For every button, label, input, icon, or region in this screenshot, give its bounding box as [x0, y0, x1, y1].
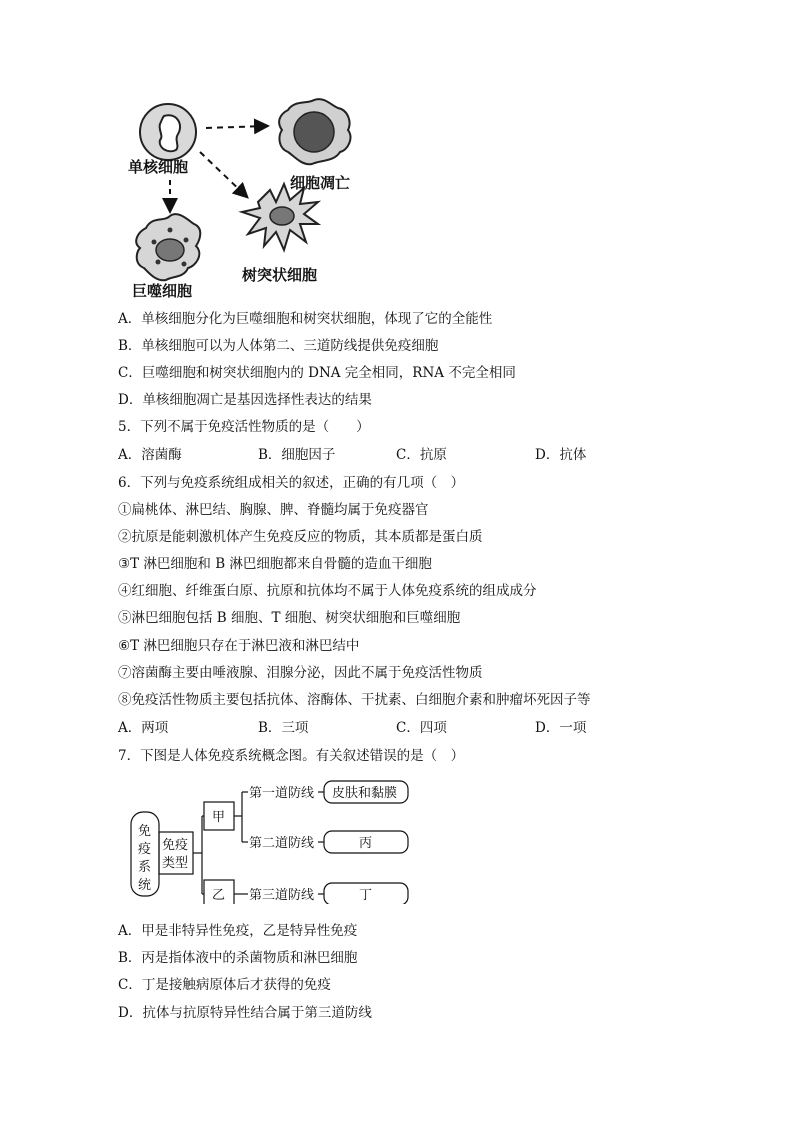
root-char-1: 免 — [138, 824, 152, 839]
q6-statement-7: ⑦溶菌酶主要由唾液腺、泪腺分泌，因此不属于免疫活性物质 — [118, 665, 483, 681]
label-apoptosis: 细胞凋亡 — [290, 174, 351, 192]
type-line-2: 类型 — [162, 856, 189, 871]
q6-statement-3: ③T 淋巴细胞和 B 淋巴细胞都来自骨髓的造血干细胞 — [118, 556, 432, 572]
q5-stem: 5．下列不属于免疫活性物质的是（ ） — [118, 419, 370, 435]
q6-stem: 6．下列与免疫系统组成相关的叙述，正确的有几项（ ） — [118, 475, 465, 491]
root-char-4: 统 — [138, 878, 152, 893]
jia-label: 甲 — [212, 810, 226, 825]
cell-differentiation-figure — [118, 92, 378, 304]
q7-option-d: D．抗体与抗原特异性结合属于第三道防线 — [118, 1005, 372, 1021]
label-dendritic: 树突状细胞 — [242, 266, 318, 284]
q5-option-d: D．抗体 — [535, 447, 587, 463]
dendritic-cell — [242, 184, 318, 250]
q5-option-b: B．细胞因子 — [258, 447, 336, 463]
q6-option-a: A．两项 — [118, 720, 169, 736]
macrophage-cell — [136, 214, 200, 280]
yi-label: 乙 — [212, 888, 226, 903]
arrow-to-apoptosis — [206, 126, 266, 128]
line3-label: 第三道防线 — [249, 888, 315, 903]
immune-concept-map — [118, 776, 418, 904]
q7-stem: 7．下图是人体免疫系统概念图。有关叙述错误的是（ ） — [118, 748, 465, 764]
q6-statement-5: ⑤淋巴细胞包括 B 细胞、T 细胞、树突状细胞和巨噬细胞 — [118, 610, 461, 626]
q4-option-c: C．巨噬细胞和树突状细胞内的 DNA 完全相同，RNA 不完全相同 — [118, 365, 516, 381]
type-line-1: 免疫 — [162, 838, 189, 853]
q6-option-b: B．三项 — [258, 720, 309, 736]
q7-option-a: A．甲是非特异性免疫，乙是特异性免疫 — [118, 923, 358, 939]
line1-label: 第一道防线 — [249, 786, 315, 801]
apoptotic-cell — [279, 99, 350, 164]
q4-option-d: D．单核细胞凋亡是基因选择性表达的结果 — [118, 392, 372, 408]
q7-option-c: C．丁是接触病原体后才获得的免疫 — [118, 977, 331, 993]
q6-option-c: C．四项 — [396, 720, 447, 736]
q5-option-a: A．溶菌酶 — [118, 447, 182, 463]
box2-label: 丙 — [359, 836, 373, 851]
q6-statement-8: ⑧免疫活性物质主要包括抗体、溶酶体、干扰素、白细胞介素和肿瘤坏死因子等 — [118, 692, 591, 708]
box3-label: 丁 — [359, 888, 373, 903]
q4-option-a: A．单核细胞分化为巨噬细胞和树突状细胞，体现了它的全能性 — [118, 311, 493, 327]
q6-statement-2: ②抗原是能刺激机体产生免疫反应的物质，其本质都是蛋白质 — [118, 529, 483, 545]
q6-option-d: D．一项 — [535, 720, 587, 736]
monocyte-cell — [140, 104, 196, 160]
q6-statement-4: ④红细胞、纤维蛋白原、抗原和抗体均不属于人体免疫系统的组成成分 — [118, 583, 537, 599]
root-char-3: 系 — [138, 860, 152, 875]
q4-option-b: B．单核细胞可以为人体第二、三道防线提供免疫细胞 — [118, 338, 439, 354]
label-monocyte: 单核细胞 — [128, 158, 189, 176]
line2-label: 第二道防线 — [249, 836, 315, 851]
root-char-2: 疫 — [138, 842, 152, 857]
box1-label: 皮肤和黏膜 — [332, 786, 398, 801]
arrow-to-dendritic — [200, 152, 246, 196]
q6-statement-6: ⑥T 淋巴细胞只存在于淋巴液和淋巴结中 — [118, 638, 360, 654]
q7-option-b: B．丙是指体液中的杀菌物质和淋巴细胞 — [118, 950, 358, 966]
q5-option-c: C．抗原 — [396, 447, 447, 463]
q6-statement-1: ①扁桃体、淋巴结、胸腺、脾、脊髓均属于免疫器官 — [118, 502, 429, 518]
label-macrophage: 巨噬细胞 — [132, 282, 193, 300]
